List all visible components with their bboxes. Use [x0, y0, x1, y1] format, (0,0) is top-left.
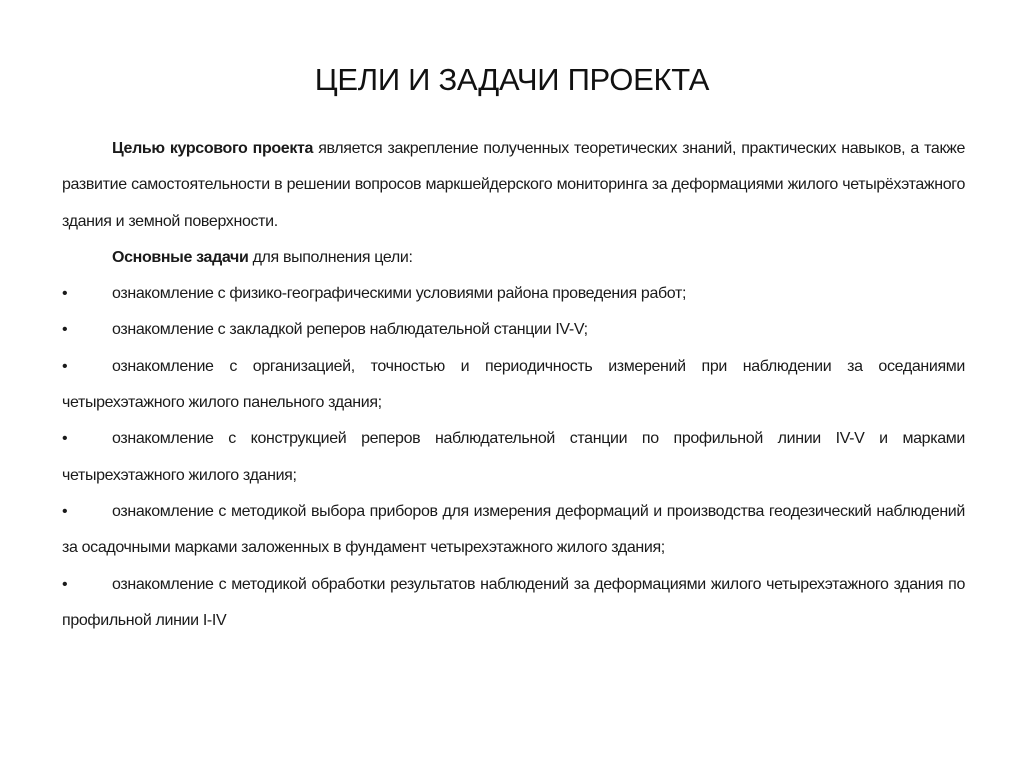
slide-body [62, 131, 965, 639]
bullet-icon: • [62, 502, 68, 520]
list-item-text: ознакомление с организацией, точностью и периодичность измерений при наблюдении за оседаниями четырехэтажного жилого панельного здания; [62, 357, 965, 412]
task-list [62, 276, 965, 639]
goal-paragraph [62, 131, 965, 240]
list-item [62, 494, 965, 567]
list-item-text: ознакомление с конструкцией реперов наблюдательной станции по профильной линии IV-V и марками четырехэтажного жилого здания; [62, 430, 965, 484]
list-item [62, 421, 965, 494]
tasks-text: для выполнения цели: [248, 248, 413, 266]
bullet-icon: • [62, 321, 68, 339]
list-item [62, 567, 965, 640]
list-item-text: ознакомление с методикой обработки результатов наблюдений за деформациями жилого четырехэтажного здания по профильной линии I-IV [62, 575, 965, 629]
list-item-text: ознакомление с физико-географическими условиями района проведения работ; [112, 285, 687, 303]
list-item [62, 349, 965, 422]
bullet-icon: • [62, 575, 68, 593]
list-item [62, 276, 965, 312]
list-item-text: ознакомление с закладкой реперов наблюдательной станции IV-V; [112, 321, 588, 339]
tasks-heading [62, 240, 965, 276]
goal-text: является закрепление полученных теоретических знаний, практических навыков, а также развитие самостоятельности в решении вопросов маркшейдерского мониторинга за деформациями жилого четырёхэтажного здания и земной поверхности. [62, 140, 965, 230]
tasks-lead: Основные задачи [112, 248, 249, 266]
list-item-text: ознакомление с методикой выбора приборов для измерения деформаций и производства геодезический наблюдений за осадочными марками заложенных в фундамент четырехэтажного жилого здания; [62, 502, 965, 557]
bullet-icon: • [62, 430, 68, 448]
bullet-icon: • [62, 285, 68, 303]
list-item [62, 312, 965, 348]
goal-lead: Целью курсового проекта [112, 140, 314, 157]
bullet-icon: • [62, 357, 68, 375]
slide-title: ЦЕЛИ И ЗАДАЧИ ПРОЕКТА [314, 62, 710, 97]
